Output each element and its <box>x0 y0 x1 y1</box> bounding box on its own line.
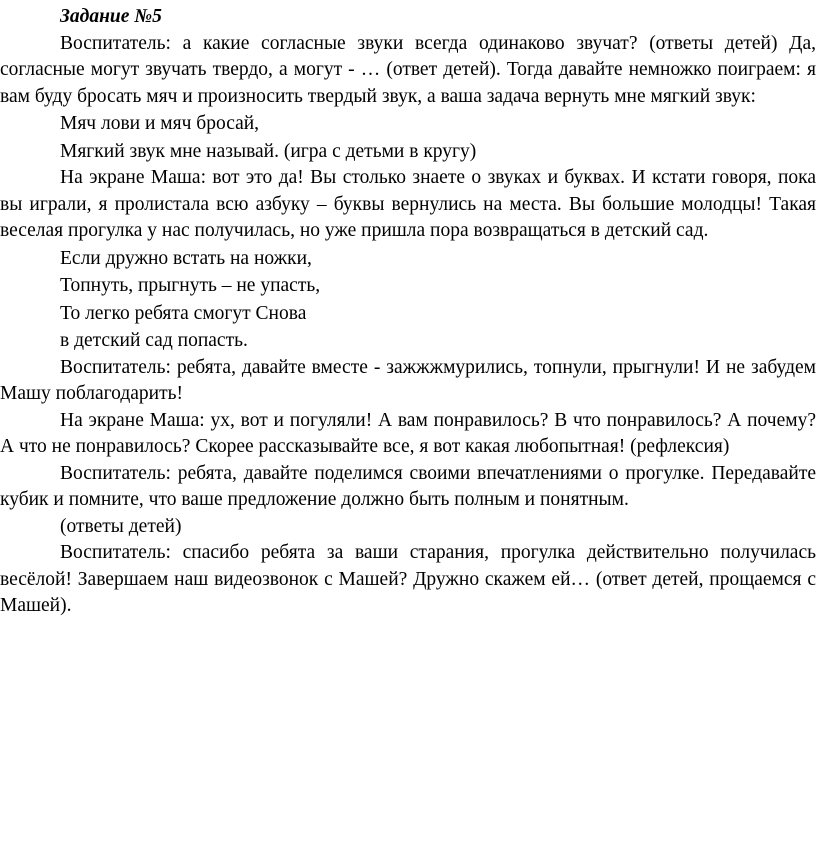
task-title: Задание №5 <box>60 6 162 27</box>
verse-line: Топнуть, прыгнуть – не упасть, <box>60 275 321 296</box>
paragraph-reflection: На экране Маша: ух, вот и погуляли! А вам понравилось? В что понравилось? А почему? А что не понравилось? Скорее рассказывайте все, я вот какая любопытная! (рефлексия) <box>0 409 816 457</box>
paragraph-masha-alphabet: На экране Маша: вот это да! Вы столько знаете о звуках и буквах. И кстати говоря, пока вы играли, я пролистала всю азбуку – буквы вернулись на места. Вы большие молодцы! Такая веселая прогулка у нас получилась, но уже пришла пора возвращаться в детский сад. <box>0 167 816 241</box>
verse-line: Если дружно встать на ножки, <box>60 247 312 269</box>
verse-line: в детский сад попасть. <box>60 330 248 351</box>
paragraph-impressions: Воспитатель: ребята, давайте поделимся своими впечатлениями о прогулке. Передавайте кубик и помните, что ваше предложение должно быть полным и понятным. <box>0 462 816 510</box>
paragraph-closing: Воспитатель: спасибо ребята за ваши старания, прогулка действительно получилась весёлой! Завершаем наш видеозвонок с Машей? Дружно скажем ей… (ответ детей, прощаемся с Машей). <box>0 542 816 616</box>
verse-line: То легко ребята смогут Снова <box>60 302 307 324</box>
verse-line: Мяч лови и мяч бросай, <box>60 113 260 134</box>
paragraph-children-answers: (ответы детей) <box>60 515 182 537</box>
paragraph-intro-question: Воспитатель: а какие согласные звуки всегда одинаково звучат? (ответы детей) Да, согласные могут звучать твердо, а могут - … (ответ детей). Тогда давайте немножко поиграем: я вам буду бросать мяч и произносить твердый звук, а ваша задача вернуть мне мягкий звук: <box>0 32 816 107</box>
ball-game-verse <box>0 110 816 165</box>
paragraph-thank-masha: Воспитатель: ребята, давайте вместе - зажжжмурились, топнули, прыгнули! И не забудем Машу поблагодарить! <box>0 356 816 404</box>
verse-line: Мягкий звук мне называй. (игра с детьми в кругу) <box>60 140 477 162</box>
return-verse <box>0 245 816 355</box>
